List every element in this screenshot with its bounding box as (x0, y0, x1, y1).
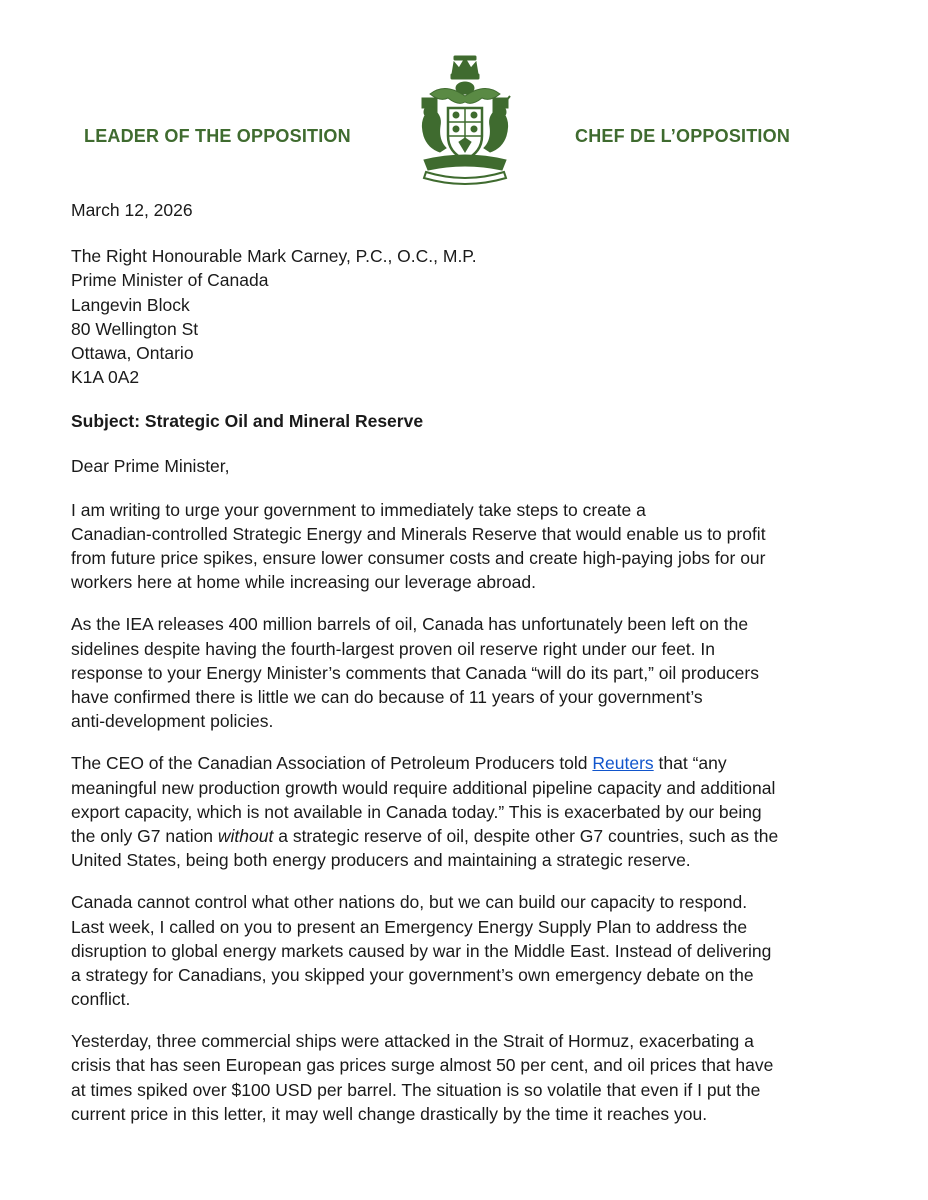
text-line: conflict. (71, 989, 131, 1010)
text-line: meaningful new production growth would require additional pipeline capacity and additional (71, 777, 776, 798)
text-span: a strategic reserve of oil, despite other G7 countries, such as the (273, 825, 779, 846)
text-span: the only G7 nation (71, 825, 218, 846)
text-line: disruption to global energy markets caused by war in the Middle East. Instead of delivering (71, 940, 772, 961)
letterhead-title-english: LEADER OF THE OPPOSITION (84, 126, 351, 146)
reuters-link[interactable]: Reuters (592, 753, 654, 774)
text-span: that “any (653, 753, 727, 774)
text-line: Canadian-controlled Strategic Energy and Minerals Reserve that would enable us to profit (71, 523, 766, 544)
text-line (71, 824, 861, 848)
text-line: I am writing to urge your government to immediately take steps to create a (71, 499, 646, 520)
text-span: The CEO of the Canadian Association of Petroleum Producers told (71, 753, 593, 774)
address-line: 80 Wellington St (71, 318, 199, 339)
recipient-address (71, 244, 861, 389)
address-line: Prime Minister of Canada (71, 270, 269, 291)
text-line: current price in this letter, it may well change drastically by the time it reaches you. (71, 1103, 708, 1124)
text-line: export capacity, which is not available in Canada today.” This is exacerbated by our being (71, 801, 762, 822)
letter-date: March 12, 2026 (71, 200, 193, 220)
text-line: As the IEA releases 400 million barrels of oil, Canada has unfortunately been left on the (71, 614, 749, 635)
salutation: Dear Prime Minister, (71, 455, 230, 476)
letter-body (71, 198, 861, 1144)
coat-of-arms-icon (410, 52, 520, 187)
text-line: sidelines despite having the fourth-largest proven oil reserve right under our feet. In (71, 638, 715, 659)
letterhead-title-french: CHEF DE L’OPPOSITION (575, 126, 791, 146)
text-line: at times spiked over $100 USD per barrel. The situation is so volatile that even if I put the (71, 1079, 761, 1100)
text-line: anti-development policies. (71, 711, 274, 732)
paragraph-2 (71, 612, 861, 733)
text-line: from future price spikes, ensure lower consumer costs and create high-paying jobs for our (71, 548, 766, 569)
text-line: Canada cannot control what other nations do, but we can build our capacity to respond. (71, 892, 748, 913)
address-line: Langevin Block (71, 294, 190, 315)
text-line: Last week, I called on you to present an Emergency Energy Supply Plan to address the (71, 916, 748, 937)
emphasis-text: without (217, 825, 274, 846)
address-line: The Right Honourable Mark Carney, P.C., O.C., M.P. (71, 246, 477, 267)
paragraph-5 (71, 1029, 861, 1126)
address-line: Ottawa, Ontario (71, 342, 194, 363)
letter-subject: Subject: Strategic Oil and Mineral Reserve (71, 411, 424, 432)
text-line: United States, being both energy producers and maintaining a strategic reserve. (71, 850, 691, 871)
address-line: K1A 0A2 (71, 367, 140, 388)
text-line: response to your Energy Minister’s comments that Canada “will do its part,” oil producers (71, 662, 759, 683)
text-line: have confirmed there is little we can do because of 11 years of your government’s (71, 687, 703, 708)
text-line: workers here at home while increasing our leverage abroad. (71, 572, 536, 593)
text-line: a strategy for Canadians, you skipped your government’s own emergency debate on the (71, 964, 754, 985)
paragraph-4 (71, 890, 861, 1011)
paragraph-3 (71, 751, 861, 872)
text-line: crisis that has seen European gas prices surge almost 50 per cent, and oil prices that have (71, 1055, 774, 1076)
text-line (71, 751, 861, 775)
letterhead (0, 0, 928, 190)
paragraph-1 (71, 498, 861, 595)
text-line: Yesterday, three commercial ships were attacked in the Strait of Hormuz, exacerbating a (71, 1031, 754, 1052)
